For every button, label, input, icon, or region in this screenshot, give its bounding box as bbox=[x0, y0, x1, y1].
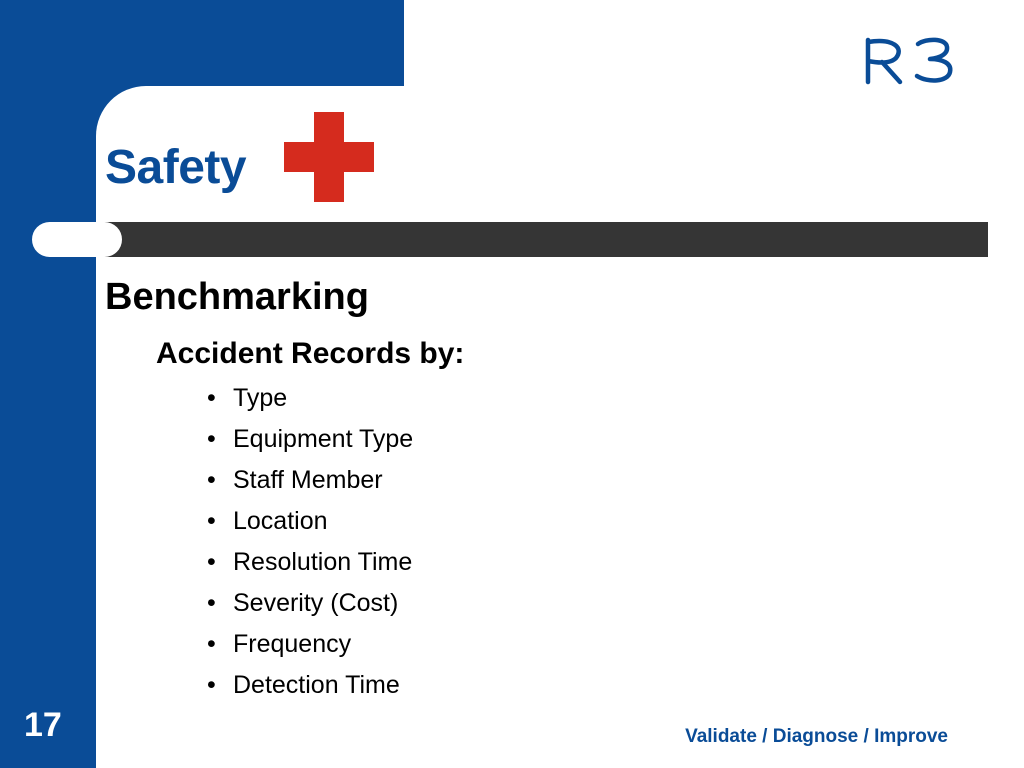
red-cross-icon bbox=[284, 112, 374, 202]
list-item: • Location bbox=[207, 504, 413, 545]
bullet-icon: • bbox=[207, 425, 216, 453]
list-item: • Detection Time bbox=[207, 668, 413, 709]
bullet-icon: • bbox=[207, 548, 216, 576]
bullet-list bbox=[207, 381, 413, 709]
list-item: • Severity (Cost) bbox=[207, 586, 413, 627]
bullet-icon: • bbox=[207, 589, 216, 617]
page-number: 17 bbox=[24, 706, 62, 744]
list-item: • Resolution Time bbox=[207, 545, 413, 586]
footer-tagline: Validate / Diagnose / Improve bbox=[685, 726, 948, 747]
bullet-icon: • bbox=[207, 384, 216, 412]
bullet-icon: • bbox=[207, 466, 216, 494]
bullet-icon: • bbox=[207, 630, 216, 658]
list-item: • Staff Member bbox=[207, 463, 413, 504]
r3-logo bbox=[860, 36, 956, 88]
list-item: • Equipment Type bbox=[207, 422, 413, 463]
bullet-icon: • bbox=[207, 507, 216, 535]
divider-pill bbox=[32, 222, 122, 257]
title-divider-bar bbox=[96, 222, 988, 257]
bullet-icon: • bbox=[207, 671, 216, 699]
left-blue-band bbox=[0, 0, 96, 768]
subheading: Accident Records by: bbox=[156, 337, 465, 370]
list-item: • Frequency bbox=[207, 627, 413, 668]
slide-title: Safety bbox=[105, 141, 247, 194]
list-item: • Type bbox=[207, 381, 413, 422]
section-heading: Benchmarking bbox=[105, 276, 369, 318]
